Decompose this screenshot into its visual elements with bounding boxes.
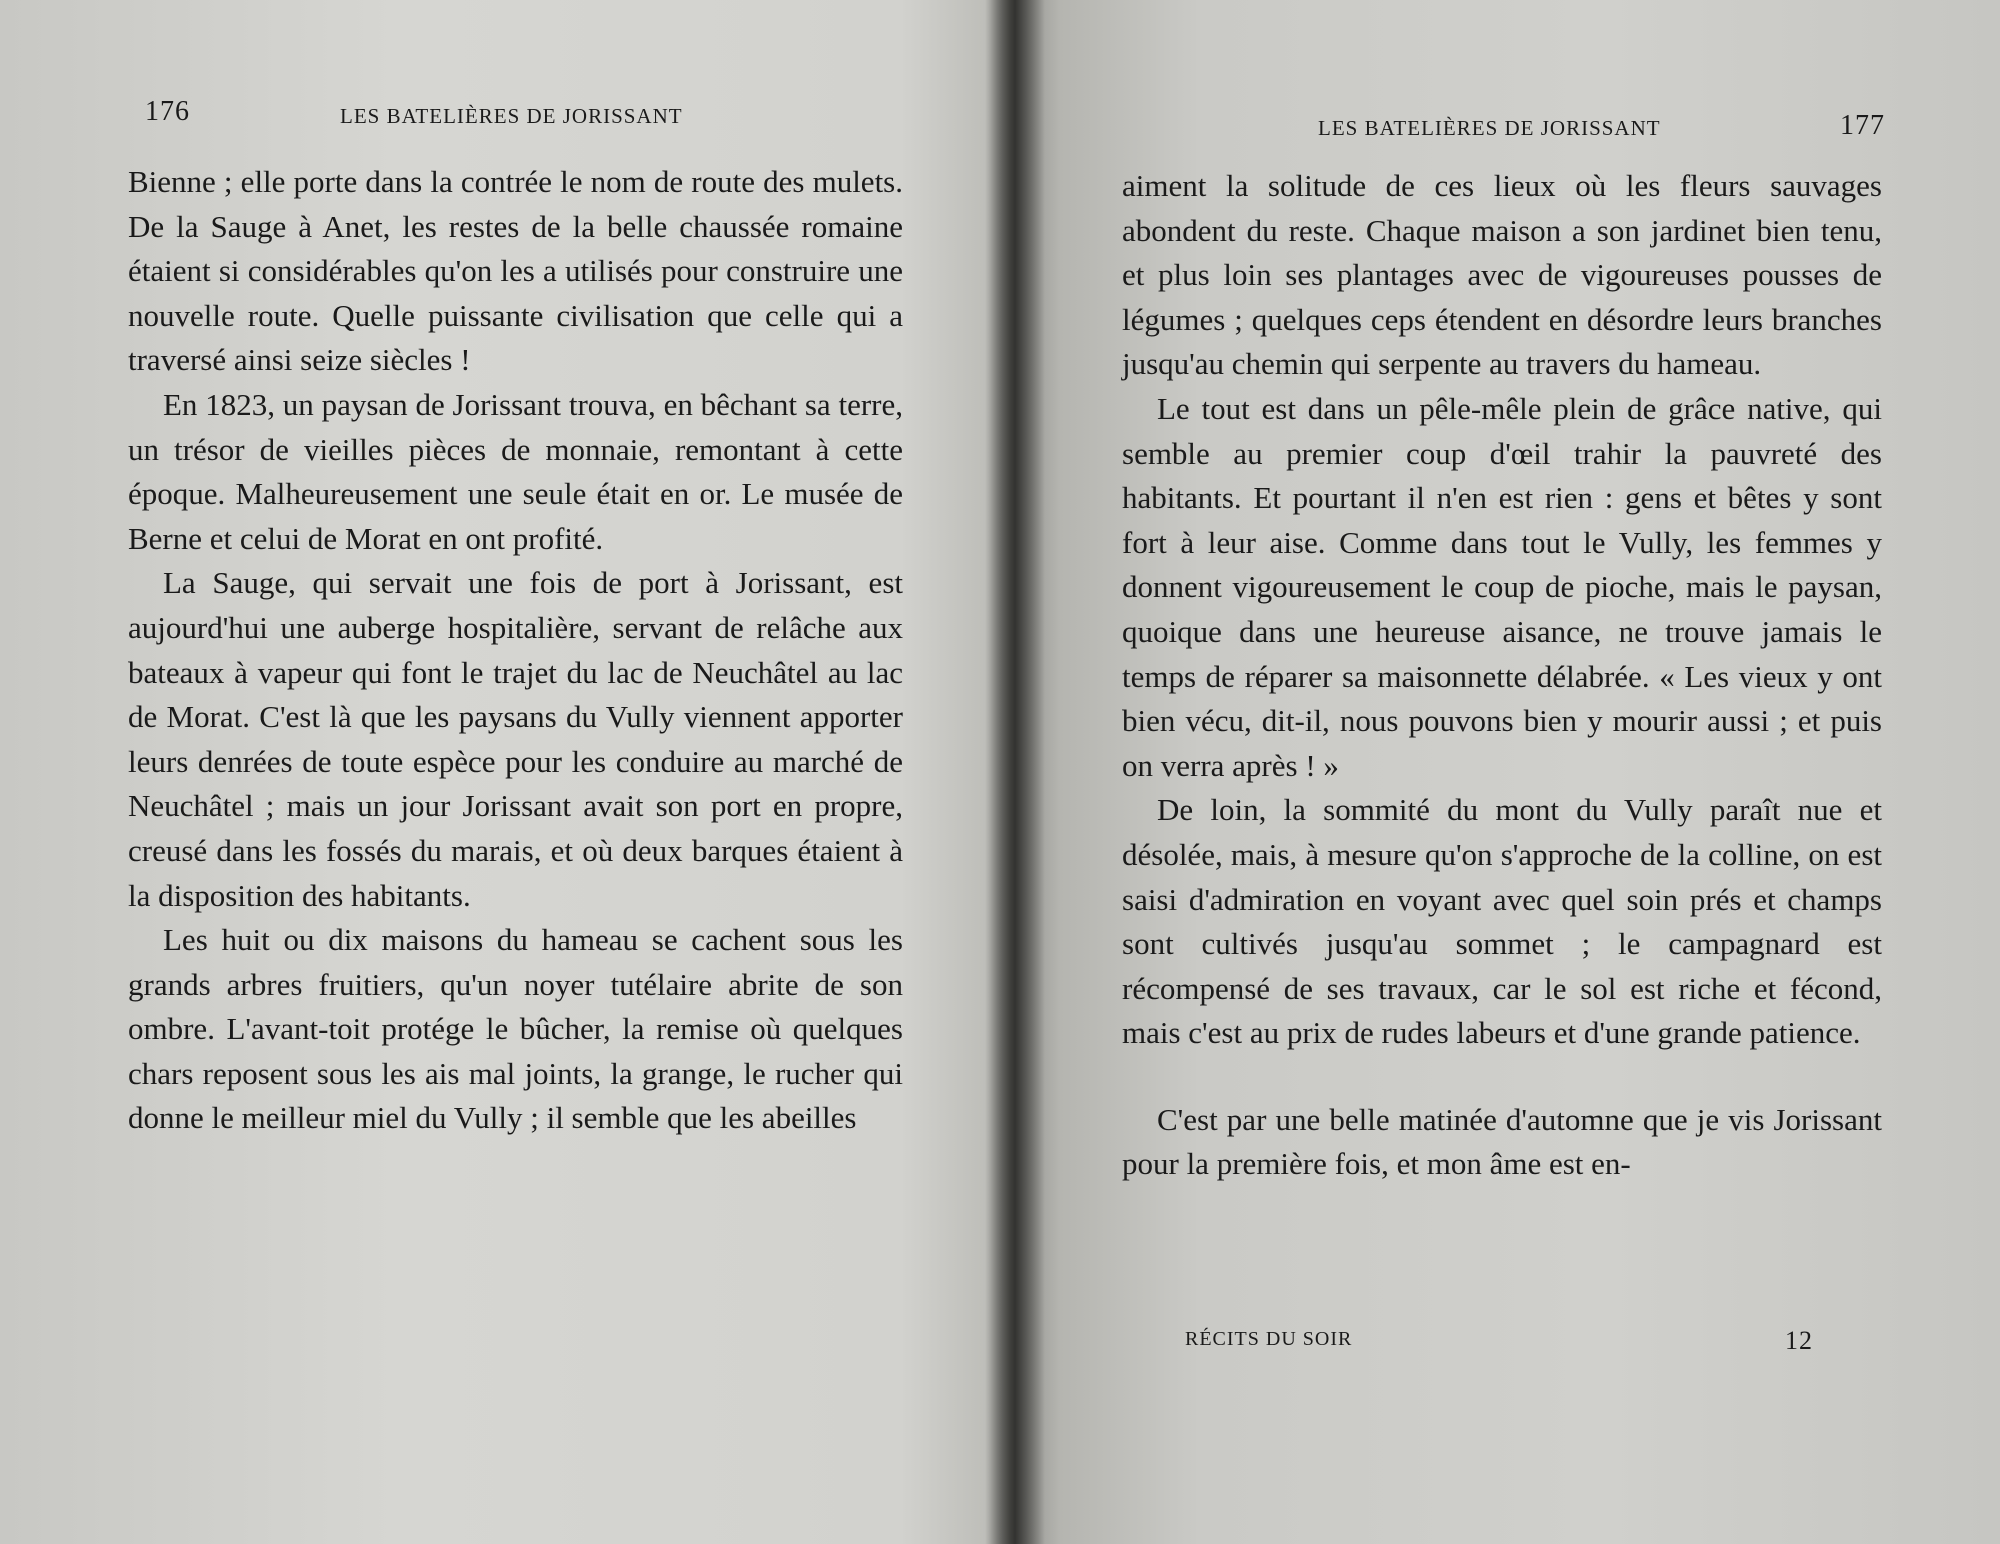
running-head: LES BATELIÈRES DE JORISSANT [1318,116,1661,140]
paragraph: La Sauge, qui servait une fois de port à Jorissant, est aujourd'hui une auberge hospitalière, servant de relâche aux bateaux à vapeur qui font le trajet du lac de Neuchâtel au lac de Morat. C'est là que les paysans du Vully viennent apporter leurs denrées de toute espèce pour les conduire au marché de Neuchâtel ; mais un jour Jorissant avait son port en propre, creusé dans les fossés du marais, et où deux barques étaient à la disposition des habitants. [128,565,903,913]
body-text [128,160,903,1141]
paragraph: Les huit ou dix maisons du hameau se cachent sous les grands arbres fruitiers, qu'un noyer tutélaire abrite de son ombre. L'avant-toit protége le bûcher, la remise où quelques chars reposent sous les ais mal joints, la grange, le rucher qui donne le meilleur miel du Vully ; il semble que les abeilles [128,922,903,1136]
paragraph: De loin, la sommité du mont du Vully paraît nue et désolée, mais, à mesure qu'on s'approche de la colline, on est saisi d'admiration en voyant avec quel soin prés et champs sont cultivés jusqu'au sommet ; le campagnard est récompensé de ses travaux, car le sol est riche et fécond, mais c'est au prix de rudes labeurs et d'une grande patience. [1122,792,1882,1051]
paragraph: aiment la solitude de ces lieux où les fleurs sauvages abondent du reste. Chaque maison a son jardinet bien tenu, et plus loin ses plantages avec de vigoureuses pousses de légumes ; quelques ceps étendent en désordre leurs branches jusqu'au chemin qui serpente au travers du hameau. [1122,168,1882,382]
running-head: LES BATELIÈRES DE JORISSANT [340,104,683,128]
paragraph: Bienne ; elle porte dans la contrée le nom de route des mulets. De la Sauge à Anet, les restes de la belle chaussée romaine étaient si considérables qu'on les a utilisés pour construire une nouvelle route. Quelle puissante civilisation que celle qui a traversé ainsi seize siècles ! [128,164,903,378]
footer-title: RÉCITS DU SOIR [1185,1328,1353,1350]
paragraph: C'est par une belle matinée d'automne que je vis Jorissant pour la première fois, et mon âme est en- [1122,1101,1882,1182]
signature-mark: 12 [1785,1326,1813,1355]
page-number: 177 [1840,110,1885,141]
body-text [1122,164,1882,1187]
page-number: 176 [145,96,190,127]
paragraph: En 1823, un paysan de Jorissant trouva, en bêchant sa terre, un trésor de vieilles pièces de monnaie, remontant à cette époque. Malheureusement une seule était en or. Le musée de Berne et celui de Morat en ont profité. [128,386,903,556]
paragraph: Le tout est dans un pêle-mêle plein de grâce native, qui semble au premier coup d'œil trahir la pauvreté des habitants. Et pourtant il n'en est rien : gens et bêtes y sont fort à leur aise. Comme dans tout le Vully, les femmes y donnent vigoureusement le coup de pioche, mais le paysan, quoique dans une heureuse aisance, ne trouve jamais le temps de réparer sa maisonnette délabrée. « Les vieux y ont bien vécu, dit-il, nous pouvons bien y mourir aussi ; et puis on verra après ! » [1122,390,1882,783]
left-page [0,0,995,1544]
right-page [1005,0,2000,1544]
